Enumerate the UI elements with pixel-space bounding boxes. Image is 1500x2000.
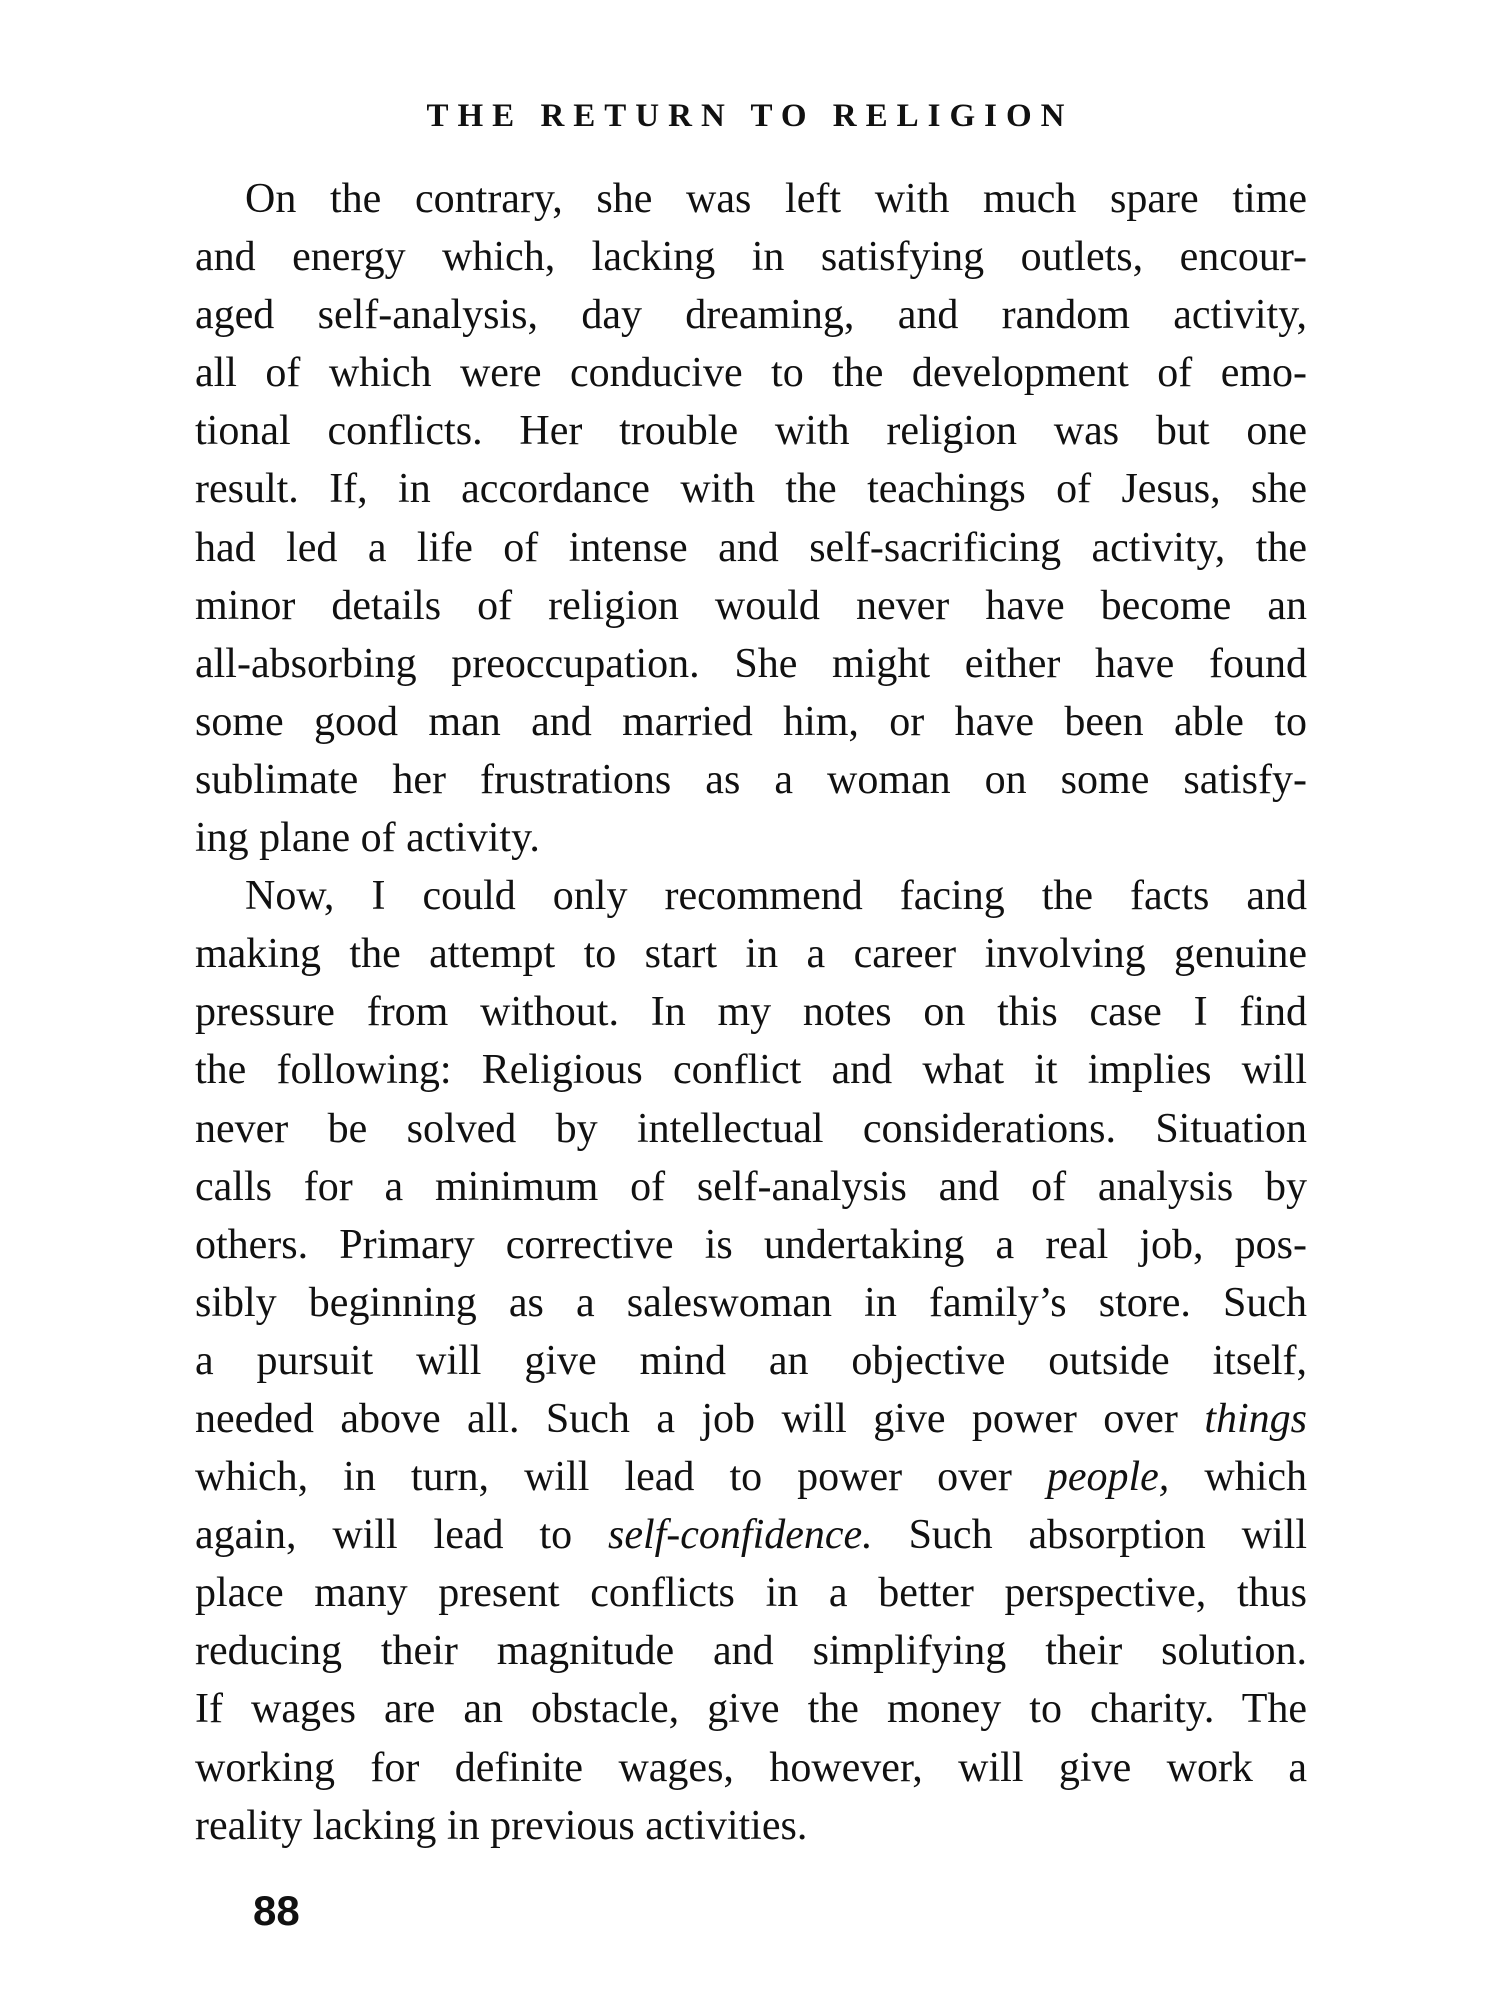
line-text: which, in turn, will lead to power over bbox=[195, 1454, 1012, 1501]
text-line: ing plane of activity. bbox=[195, 815, 540, 862]
text-line: some good man and married him, or have been able to bbox=[195, 698, 1307, 745]
line-text: Such absorption will bbox=[908, 1512, 1307, 1559]
text-line: reducing their magnitude and simplifying their solution. bbox=[195, 1628, 1307, 1675]
page-number: 88 bbox=[253, 1887, 300, 1934]
body-text bbox=[195, 170, 1307, 1855]
line-text: again, will lead to bbox=[195, 1512, 573, 1559]
text-line: On the contrary, she was left with much spare time bbox=[245, 176, 1307, 222]
text-line bbox=[195, 1448, 1307, 1506]
text-line: If wages are an obstacle, give the money to charity. The bbox=[195, 1686, 1307, 1733]
text-line: sublimate her frustrations as a woman on some satisfy- bbox=[195, 756, 1307, 803]
text-line: calls for a minimum of self-analysis and of analysis by bbox=[195, 1163, 1307, 1210]
text-line: pressure from without. In my notes on this case I find bbox=[195, 989, 1307, 1036]
line-text: which bbox=[1204, 1454, 1308, 1501]
text-line: Now, I could only recommend facing the facts and bbox=[245, 873, 1307, 920]
italic-emphasis: people, bbox=[1046, 1454, 1170, 1501]
text-line: result. If, in accordance with the teachings of Jesus, she bbox=[195, 466, 1307, 513]
text-line: sibly beginning as a saleswoman in family’s store. Such bbox=[195, 1279, 1307, 1326]
text-line: all of which were conducive to the development of emo- bbox=[195, 350, 1307, 397]
text-line: all-absorbing preoccupation. She might either have found bbox=[195, 640, 1307, 687]
text-line: reality lacking in previous activities. bbox=[195, 1802, 808, 1849]
italic-emphasis: self-confidence. bbox=[607, 1512, 873, 1559]
text-line bbox=[195, 1506, 1307, 1564]
text-line: the following: Religious conflict and what it implies will bbox=[195, 1047, 1307, 1094]
text-line: minor details of religion would never have become an bbox=[195, 582, 1307, 629]
line-text: needed above all. Such a job will give power over bbox=[195, 1395, 1178, 1442]
running-head: THE RETURN TO RELIGION bbox=[426, 98, 1074, 134]
text-line: had led a life of intense and self-sacrificing activity, the bbox=[195, 524, 1307, 571]
text-line: aged self-analysis, day dreaming, and random activity, bbox=[195, 292, 1307, 339]
text-line: a pursuit will give mind an objective outside itself, bbox=[195, 1337, 1307, 1384]
text-line: making the attempt to start in a career involving genuine bbox=[195, 931, 1307, 978]
text-line: others. Primary corrective is undertaking a real job, pos- bbox=[195, 1221, 1307, 1268]
text-line bbox=[195, 1390, 1307, 1448]
text-line: tional conflicts. Her trouble with religion was but one bbox=[195, 408, 1307, 455]
text-line: place many present conflicts in a better perspective, thus bbox=[195, 1570, 1307, 1617]
text-line: never be solved by intellectual considerations. Situation bbox=[195, 1105, 1307, 1152]
text-line: and energy which, lacking in satisfying outlets, encour- bbox=[195, 234, 1307, 281]
italic-emphasis: things bbox=[1204, 1395, 1308, 1442]
text-line: working for definite wages, however, will give work a bbox=[195, 1744, 1307, 1791]
